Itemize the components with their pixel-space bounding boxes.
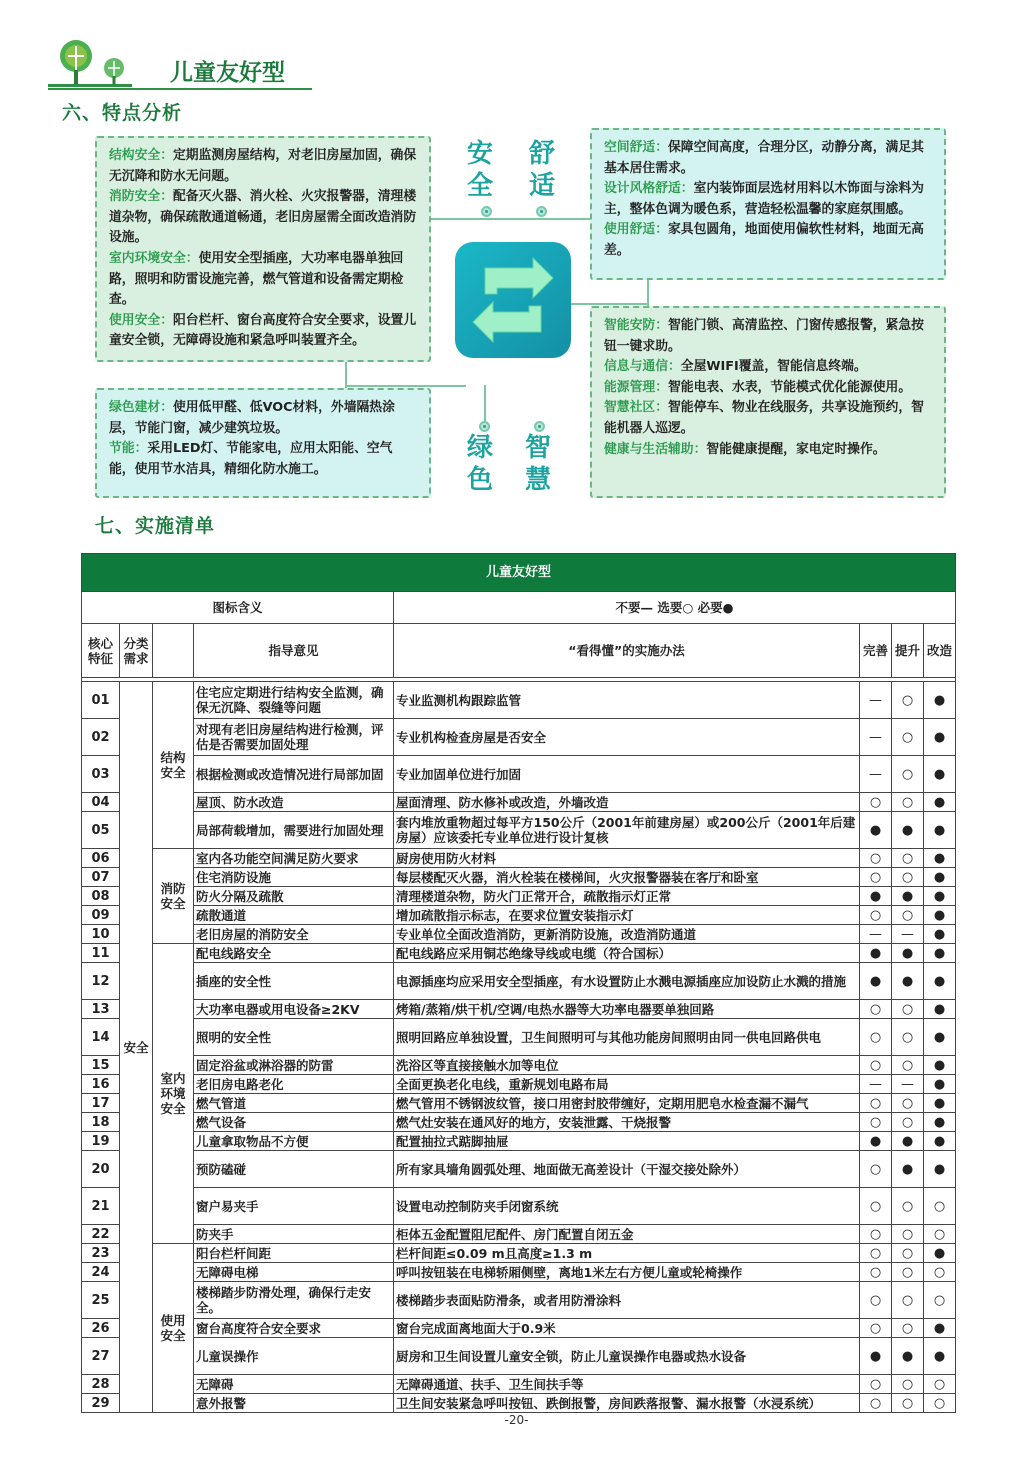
row-number: 20 [82,1151,120,1188]
method-cell: 专业机构检查房屋是否安全 [394,719,860,756]
method-cell: 专业加固单位进行加固 [394,756,860,793]
mark-renovate: ○ [924,1263,956,1282]
method-cell: 每层楼配灭火器，消火栓装在楼梯间，火灾报警器装在客厅和卧室 [394,868,860,887]
table-title: 儿童友好型 [82,554,956,592]
row-number: 27 [82,1338,120,1375]
row-number: 25 [82,1282,120,1319]
label-green: 绿 色 [467,433,494,495]
section-7-title: 七、实施清单 [95,515,216,537]
icon-meaning-label: 图标含义 [82,592,394,624]
table-row [82,1056,956,1075]
method-cell: 楼梯踏步表面贴防滑条，或者用防滑涂料 [394,1282,860,1319]
row-number: 16 [82,1075,120,1094]
col-header-sub [153,624,194,678]
mark-improve: — [860,756,892,793]
table-row [82,1019,956,1056]
mark-improve: ● [860,963,892,1000]
method-cell: 全面更换老化电线，重新规划电路布局 [394,1075,860,1094]
guide-cell: 儿童拿取物品不方便 [194,1132,394,1151]
mark-renovate: ○ [924,1282,956,1319]
row-number: 11 [82,944,120,963]
mark-improve: ○ [860,1244,892,1263]
method-cell: 洗浴区等直接接触水加等电位 [394,1056,860,1075]
mark-upgrade: ○ [892,1056,924,1075]
table-row [82,1000,956,1019]
header-rule [48,88,312,90]
label-comfort: 舒 适 [529,139,556,201]
mark-upgrade: ● [892,1132,924,1151]
table-row [82,944,956,963]
row-number: 03 [82,756,120,793]
row-number: 19 [82,1132,120,1151]
row-number: 07 [82,868,120,887]
table-row [82,1113,956,1132]
guide-cell: 住宅应定期进行结构安全监测，确保无沉降、裂缝等问题 [194,682,394,719]
mark-improve: — [860,719,892,756]
col-header-guide: 指导意见 [194,624,394,678]
mark-improve: ○ [860,1188,892,1225]
mark-upgrade: ○ [892,1094,924,1113]
guide-cell: 住宅消防设施 [194,868,394,887]
method-cell: 所有家具墙角圆弧处理、地面做无高差设计（干湿交接处除外） [394,1151,860,1188]
table-row [82,1132,956,1151]
mark-renovate: ● [924,1319,956,1338]
mark-upgrade: ● [892,887,924,906]
label-smart: 智 慧 [525,433,552,495]
mark-improve: ○ [860,906,892,925]
guide-cell: 配电线路安全 [194,944,394,963]
table-row [82,1338,956,1375]
feature-item: 健康与生活辅助：智能健康提醒，家电定时操作。 [604,441,886,457]
method-cell: 窗台完成面离地面大于0.9米 [394,1319,860,1338]
connector-dot [536,206,547,217]
col-header-renovate: 改造 [924,624,956,678]
guide-cell: 燃气设备 [194,1113,394,1132]
table-row [82,1244,956,1263]
mark-renovate: ● [924,1056,956,1075]
row-number: 24 [82,1263,120,1282]
feature-item: 结构安全：定期监测房屋结构，对老旧房屋加固，确保无沉降和防水无问题。 [109,148,417,184]
connector-line [484,385,486,425]
connector-line [346,385,466,387]
method-cell: 清理楼道杂物，防火门正常开合，疏散指示灯正常 [394,887,860,906]
mark-upgrade: ○ [892,1394,924,1413]
mark-improve: ○ [860,1394,892,1413]
col-header-core: 核心特征 [82,624,120,678]
subcategory-cell: 结构安全 [153,682,194,849]
table-row [82,793,956,812]
feature-item: 节能：采用LED灯、节能家电，应用太阳能、空气能，使用节水洁具，精细化防水施工。 [109,441,393,477]
table-row [82,682,956,719]
table-row [82,925,956,944]
mark-improve: ○ [860,1113,892,1132]
guide-cell: 窗户易夹手 [194,1188,394,1225]
guide-cell: 屋顶、防水改造 [194,793,394,812]
row-number: 26 [82,1319,120,1338]
guide-cell: 照明的安全性 [194,1019,394,1056]
mark-renovate: ● [924,963,956,1000]
table-row [82,887,956,906]
guide-cell: 老旧房电路老化 [194,1075,394,1094]
feature-box-green [95,388,431,498]
method-cell: 电源插座均应采用安全型插座，有水设置防止水溅电源插座应加设防止水溅的措施 [394,963,860,1000]
mark-improve: ○ [860,1000,892,1019]
mark-improve: ● [860,1338,892,1375]
mark-upgrade: ○ [892,1319,924,1338]
connector-line [431,218,590,220]
connector-line [647,280,649,306]
mark-renovate: ● [924,756,956,793]
subcategory-cell: 室内环境安全 [153,944,194,1244]
mark-improve: ○ [860,1282,892,1319]
mark-renovate: ● [924,1151,956,1188]
guide-cell: 防火分隔及疏散 [194,887,394,906]
feature-item: 使用舒适：家具包圆角，地面使用偏软性材料，地面无高差。 [604,222,924,258]
mark-renovate: ● [924,1113,956,1132]
table-row [82,1151,956,1188]
table-row [82,849,956,868]
connector-dot [479,421,490,432]
mark-upgrade: — [892,1075,924,1094]
mark-renovate: ● [924,793,956,812]
mark-improve: — [860,925,892,944]
mark-renovate: ● [924,719,956,756]
method-cell: 无障碍通道、扶手、卫生间扶手等 [394,1375,860,1394]
subcategory-cell: 消防安全 [153,849,194,944]
mark-upgrade: ○ [892,1225,924,1244]
col-header-improve: 完善 [860,624,892,678]
method-cell: 专业监测机构跟踪监管 [394,682,860,719]
row-number: 08 [82,887,120,906]
guide-cell: 室内各功能空间满足防火要求 [194,849,394,868]
method-cell: 设置电动控制防夹手闭窗系统 [394,1188,860,1225]
row-number: 01 [82,682,120,719]
page-number: -20- [504,1413,529,1427]
mark-upgrade: — [892,925,924,944]
mark-improve: ○ [860,1263,892,1282]
guide-cell: 窗台高度符合安全要求 [194,1319,394,1338]
mark-renovate: ● [924,1000,956,1019]
mark-upgrade: ○ [892,793,924,812]
mark-upgrade: ○ [892,719,924,756]
row-number: 09 [82,906,120,925]
feature-item: 智能安防：智能门锁、高清监控、门窗传感报警，紧急按钮一键求助。 [604,318,924,354]
mark-renovate: ● [924,925,956,944]
mark-upgrade: ○ [892,1113,924,1132]
row-number: 06 [82,849,120,868]
mark-upgrade: ○ [892,1263,924,1282]
mark-upgrade: ○ [892,868,924,887]
guide-cell: 燃气管道 [194,1094,394,1113]
mark-improve: ○ [860,1019,892,1056]
guide-cell: 意外报警 [194,1394,394,1413]
col-header-upgrade: 提升 [892,624,924,678]
table-row [82,1263,956,1282]
method-cell: 照明回路应单独设置，卫生间照明可与其他功能房间照明由同一供电回路供电 [394,1019,860,1056]
mark-renovate: ○ [924,1225,956,1244]
guide-cell: 局部荷载增加，需要进行加固处理 [194,812,394,849]
row-number: 13 [82,1000,120,1019]
mark-upgrade: ○ [892,1019,924,1056]
mark-improve: ○ [860,849,892,868]
row-number: 29 [82,1394,120,1413]
mark-renovate: ● [924,1075,956,1094]
implementation-table [81,553,956,1413]
method-cell: 燃气灶安装在通风好的地方，安装泄露、干烧报警 [394,1113,860,1132]
subcategory-cell: 使用安全 [153,1244,194,1413]
cycle-arrows-icon [455,242,571,358]
row-number: 12 [82,963,120,1000]
guide-cell: 对现有老旧房屋结构进行检测，评估是否需要加固处理 [194,719,394,756]
mark-improve: ○ [860,1319,892,1338]
mark-renovate: ● [924,1019,956,1056]
tree-logo-icon [48,36,132,90]
mark-improve: ○ [860,1151,892,1188]
guide-cell: 预防磕碰 [194,1151,394,1188]
row-number: 21 [82,1188,120,1225]
guide-cell: 无障碍电梯 [194,1263,394,1282]
mark-upgrade: ○ [892,682,924,719]
mark-upgrade: ○ [892,1375,924,1394]
table-row [82,963,956,1000]
method-cell: 呼叫按钮装在电梯轿厢侧壁，离地1米左右方便儿童或轮椅操作 [394,1263,860,1282]
guide-cell: 无障碍 [194,1375,394,1394]
mark-improve: ● [860,944,892,963]
feature-item: 智慧社区：智能停车、物业在线服务，共享设施预约，智能机器人巡逻。 [604,400,924,436]
method-cell: 燃气管用不锈钢波纹管，接口用密封胶带缠好，定期用肥皂水检查漏不漏气 [394,1094,860,1113]
mark-renovate: ● [924,1132,956,1151]
mark-renovate: ● [924,868,956,887]
mark-renovate: ● [924,887,956,906]
page-title: 儿童友好型 [170,60,285,86]
guide-cell: 大功率电器或用电设备≥2KV [194,1000,394,1019]
method-cell: 套内堆放重物超过每平方150公斤（2001年前建房屋）或200公斤（2001年后建房屋）应该委托专业单位进行设计复核 [394,812,860,849]
row-number: 14 [82,1019,120,1056]
mark-renovate: ○ [924,1394,956,1413]
feature-box-comfort [590,128,946,280]
category-cell: 安全 [120,682,153,1413]
guide-cell: 疏散通道 [194,906,394,925]
mark-improve: ○ [860,793,892,812]
row-number: 17 [82,1094,120,1113]
mark-renovate: ● [924,849,956,868]
row-number: 22 [82,1225,120,1244]
mark-upgrade: ● [892,944,924,963]
method-cell: 配电线路应采用铜芯绝缘导线或电缆（符合国标） [394,944,860,963]
feature-item: 能源管理：智能电表、水表，节能模式优化能源使用。 [604,379,912,395]
guide-cell: 阳台栏杆间距 [194,1244,394,1263]
feature-box-smart [590,306,946,498]
mark-upgrade: ○ [892,1282,924,1319]
mark-improve: ○ [860,1225,892,1244]
guide-cell: 固定浴盆或淋浴器的防雷 [194,1056,394,1075]
table-row [82,756,956,793]
row-number: 04 [82,793,120,812]
col-header-category: 分类需求 [120,624,153,678]
connector-line [345,362,347,388]
mark-upgrade: ● [892,812,924,849]
method-cell: 厨房和卫生间设置儿童安全锁，防止儿童误操作电器或热水设备 [394,1338,860,1375]
mark-renovate: ● [924,906,956,925]
table-row [82,1188,956,1225]
mark-renovate: ● [924,1338,956,1375]
mark-improve: — [860,682,892,719]
feature-item: 消防安全：配备灭火器、消火栓、火灾报警器，清理楼道杂物，确保疏散通道畅通，老旧房屋需全面改造消防设施。 [109,189,417,246]
mark-improve: ○ [860,868,892,887]
table-row [82,868,956,887]
mark-improve: ○ [860,1094,892,1113]
method-cell: 柜体五金配置阻尼配件、房门配置自闭五金 [394,1225,860,1244]
feature-item: 室内环境安全：使用安全型插座，大功率电器单独回路，照明和防雷设施完善，燃气管道和设备需定期检查。 [109,250,404,308]
method-cell: 栏杆间距≤0.09 m且高度≥1.3 m [394,1244,860,1263]
row-number: 23 [82,1244,120,1263]
row-number: 28 [82,1375,120,1394]
mark-renovate: ● [924,1094,956,1113]
mark-upgrade: ● [892,963,924,1000]
table-row [82,906,956,925]
mark-improve: ● [860,887,892,906]
table-row [82,1094,956,1113]
mark-upgrade: ○ [892,906,924,925]
feature-item: 使用安全：阳台栏杆、窗台高度符合安全要求，设置儿童安全锁，无障碍设施和紧急呼叫装置齐全。 [109,312,417,349]
mark-improve: ○ [860,1056,892,1075]
feature-item: 设计风格舒适：室内装饰面层选材用料以木饰面与涂料为主，整体色调为暖色系，营造轻松温馨的家庭氛围感。 [604,181,924,217]
method-cell: 增加疏散指示标志，在要求位置安装指示灯 [394,906,860,925]
mark-renovate: ○ [924,1188,956,1225]
connector-dot [534,421,545,432]
row-number: 05 [82,812,120,849]
feature-box-safety [95,136,431,362]
table-row [82,1394,956,1413]
feature-item: 空间舒适：保障空间高度，合理分区，动静分离，满足其基本居住需求。 [604,140,924,176]
row-number: 02 [82,719,120,756]
method-cell: 配置抽拉式踮脚抽屉 [394,1132,860,1151]
row-number: 15 [82,1056,120,1075]
mark-upgrade: ● [892,1338,924,1375]
section-6-title: 六、特点分析 [62,102,183,124]
icon-legend: 不要— 选要○ 必要● [394,592,956,624]
method-cell: 卫生间安装紧急呼叫按钮、跌倒报警，房间跌落报警、漏水报警（水浸系统） [394,1394,860,1413]
method-cell: 专业单位全面改造消防，更新消防设施，改造消防通道 [394,925,860,944]
guide-cell: 老旧房屋的消防安全 [194,925,394,944]
table-row [82,1075,956,1094]
mark-renovate: ● [924,944,956,963]
mark-upgrade: ● [892,1151,924,1188]
guide-cell: 插座的安全性 [194,963,394,1000]
guide-cell: 防夹手 [194,1225,394,1244]
method-cell: 厨房使用防火材料 [394,849,860,868]
page-header [48,36,312,92]
col-header-method: “看得懂”的实施办法 [394,624,860,678]
guide-cell: 根据检测或改造情况进行局部加固 [194,756,394,793]
mark-improve: ● [860,1132,892,1151]
row-number: 10 [82,925,120,944]
table-row [82,1225,956,1244]
table-row [82,812,956,849]
mark-improve: ● [860,812,892,849]
mark-renovate: ○ [924,1375,956,1394]
guide-cell: 儿童误操作 [194,1338,394,1375]
guide-cell: 楼梯踏步防滑处理，确保行走安全。 [194,1282,394,1319]
mark-upgrade: ○ [892,756,924,793]
feature-item: 信息与通信：全屋WIFI覆盖，智能信息终端。 [604,359,867,375]
mark-renovate: ● [924,682,956,719]
label-safe: 安 全 [467,139,494,201]
row-number: 18 [82,1113,120,1132]
method-cell: 屋面清理、防水修补或改造，外墙改造 [394,793,860,812]
connector-dot [481,206,492,217]
table-row [82,1282,956,1319]
mark-improve: ○ [860,1375,892,1394]
mark-improve: — [860,1075,892,1094]
method-cell: 烤箱/蒸箱/烘干机/空调/电热水器等大功率电器要单独回路 [394,1000,860,1019]
table-row [82,719,956,756]
mark-upgrade: ○ [892,849,924,868]
mark-upgrade: ○ [892,1000,924,1019]
mark-renovate: ● [924,1244,956,1263]
table-row [82,1375,956,1394]
feature-item: 绿色建材：使用低甲醛、低VOC材料，外墙隔热涂层，节能门窗，减少建筑垃圾。 [109,400,395,436]
table-row [82,1319,956,1338]
mark-renovate: ● [924,812,956,849]
mark-upgrade: ○ [892,1244,924,1263]
mark-upgrade: ○ [892,1188,924,1225]
